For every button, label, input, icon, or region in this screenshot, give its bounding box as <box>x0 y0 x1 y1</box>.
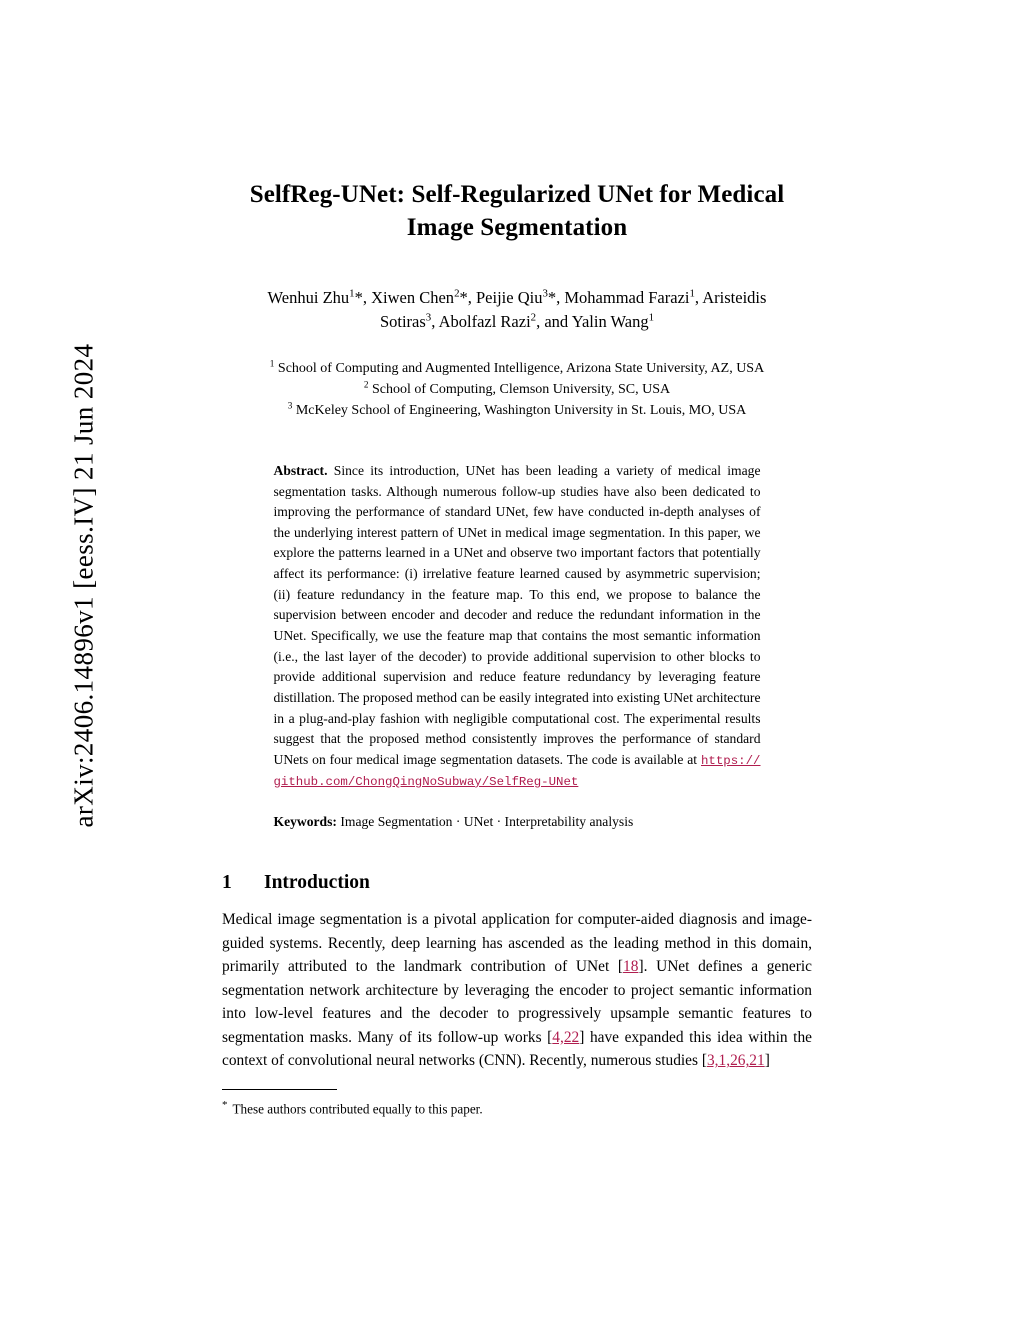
footnote-text: These authors contributed equally to this paper. <box>232 1101 483 1117</box>
citation-link[interactable]: 3,1,26,21 <box>706 1052 765 1070</box>
intro-text-part-2: ]. UNet defines a generic segmentation network architecture by leveraging the encoder to project semantic information into low-level features and the decoder to progressively upsample semantic features to segmentation masks. Many of its follow-up works [ <box>222 958 812 1046</box>
affiliation-text: School of Computing, Clemson University, SC, USA <box>371 381 671 397</box>
page-title: SelfReg-UNet: Self-Regularized UNet for Medical Image Segmentation <box>249 181 785 241</box>
abstract-label: Abstract. <box>273 462 328 478</box>
affiliation-marker: 1 <box>269 358 275 369</box>
paper-page <box>222 0 812 1325</box>
introduction-paragraph <box>222 908 812 1073</box>
keywords-text: Image Segmentation · UNet · Interpretability analysis <box>340 813 634 829</box>
intro-text-part-4: ] <box>764 1052 770 1070</box>
affiliation-marker: 3 <box>287 400 293 411</box>
citation-link[interactable]: 4,22 <box>552 1028 580 1046</box>
affiliation-item <box>222 379 812 400</box>
keywords-block <box>274 812 761 832</box>
section-title: Introduction <box>264 872 370 894</box>
affiliation-list <box>222 358 812 421</box>
affiliation-text: McKeley School of Engineering, Washington University in St. Louis, MO, USA <box>295 402 747 418</box>
affiliation-marker: 2 <box>363 379 369 390</box>
affiliation-text: School of Computing and Augmented Intelligence, Arizona State University, AZ, USA <box>277 360 765 376</box>
abstract-text: Since its introduction, UNet has been leading a variety of medical image segmentation tasks. Although numerous follow-up studies have also been dedicated to improving the performance of standard UNet, few have conducted in-depth analyses of the underlying interest pattern of UNet in medical image segmentation. In this paper, we explore the patterns learned in a UNet and observe two important factors that potentially affect its performance: (i) irrelative feature learned caused by asymmetric supervision; (ii) feature redundancy in the feature map. To this end, we propose to balance the supervision between encoder and decoder and reduce the redundant information in the UNet. Specifically, we use the feature map that contains the most semantic information (i.e., the last layer of the decoder) to provide additional supervision to other blocks to provide additional supervision and reduce feature redundancy by leveraging feature distillation. The proposed method can be easily integrated into existing UNet architecture in a plug-and-play fashion with negligible computational cost. The experimental results suggest that the proposed method consistently improves the performance of standard UNets on four medical image segmentation datasets. The code is available at <box>273 462 761 768</box>
section-number: 1 <box>222 872 232 894</box>
abstract-block <box>274 461 761 792</box>
footnote-divider <box>222 1089 337 1090</box>
intro-text-part-3: ] have expanded this idea within the context of convolutional neural networks (CNN). Recently, numerous studies [ <box>222 1028 812 1070</box>
author-list: Wenhui Zhu$^1$*, Xiwen Chen$^2$*, Peijie Qiu$^3$*, Mohammad Farazi$^1$, Aristeidis Sotiras$^3$, Abolfazl Razi$^2$, and Yalin Wang$^1$ <box>267 287 767 331</box>
citation-link[interactable]: 18 <box>623 958 639 976</box>
keywords-label: Keywords: <box>273 813 337 829</box>
affiliation-item <box>222 358 812 379</box>
arxiv-identifier-stamp: arXiv:2406.14896v1 [eess.IV] 21 Jun 2024 <box>68 343 99 828</box>
footnote-marker: * <box>222 1099 228 1112</box>
affiliation-item <box>222 400 812 421</box>
footnote <box>222 1098 812 1119</box>
intro-text-part-1: Medical image segmentation is a pivotal application for computer-aided diagnosis and image-guided systems. Recently, deep learning has ascended as the leading method in this domain, primarily attributed to the landmark contribution of UNet [ <box>222 911 812 976</box>
code-repository-link[interactable]: https://github.com/ChongQingNoSubway/SelfReg-UNet <box>273 754 761 789</box>
section-heading-introduction <box>222 872 812 894</box>
